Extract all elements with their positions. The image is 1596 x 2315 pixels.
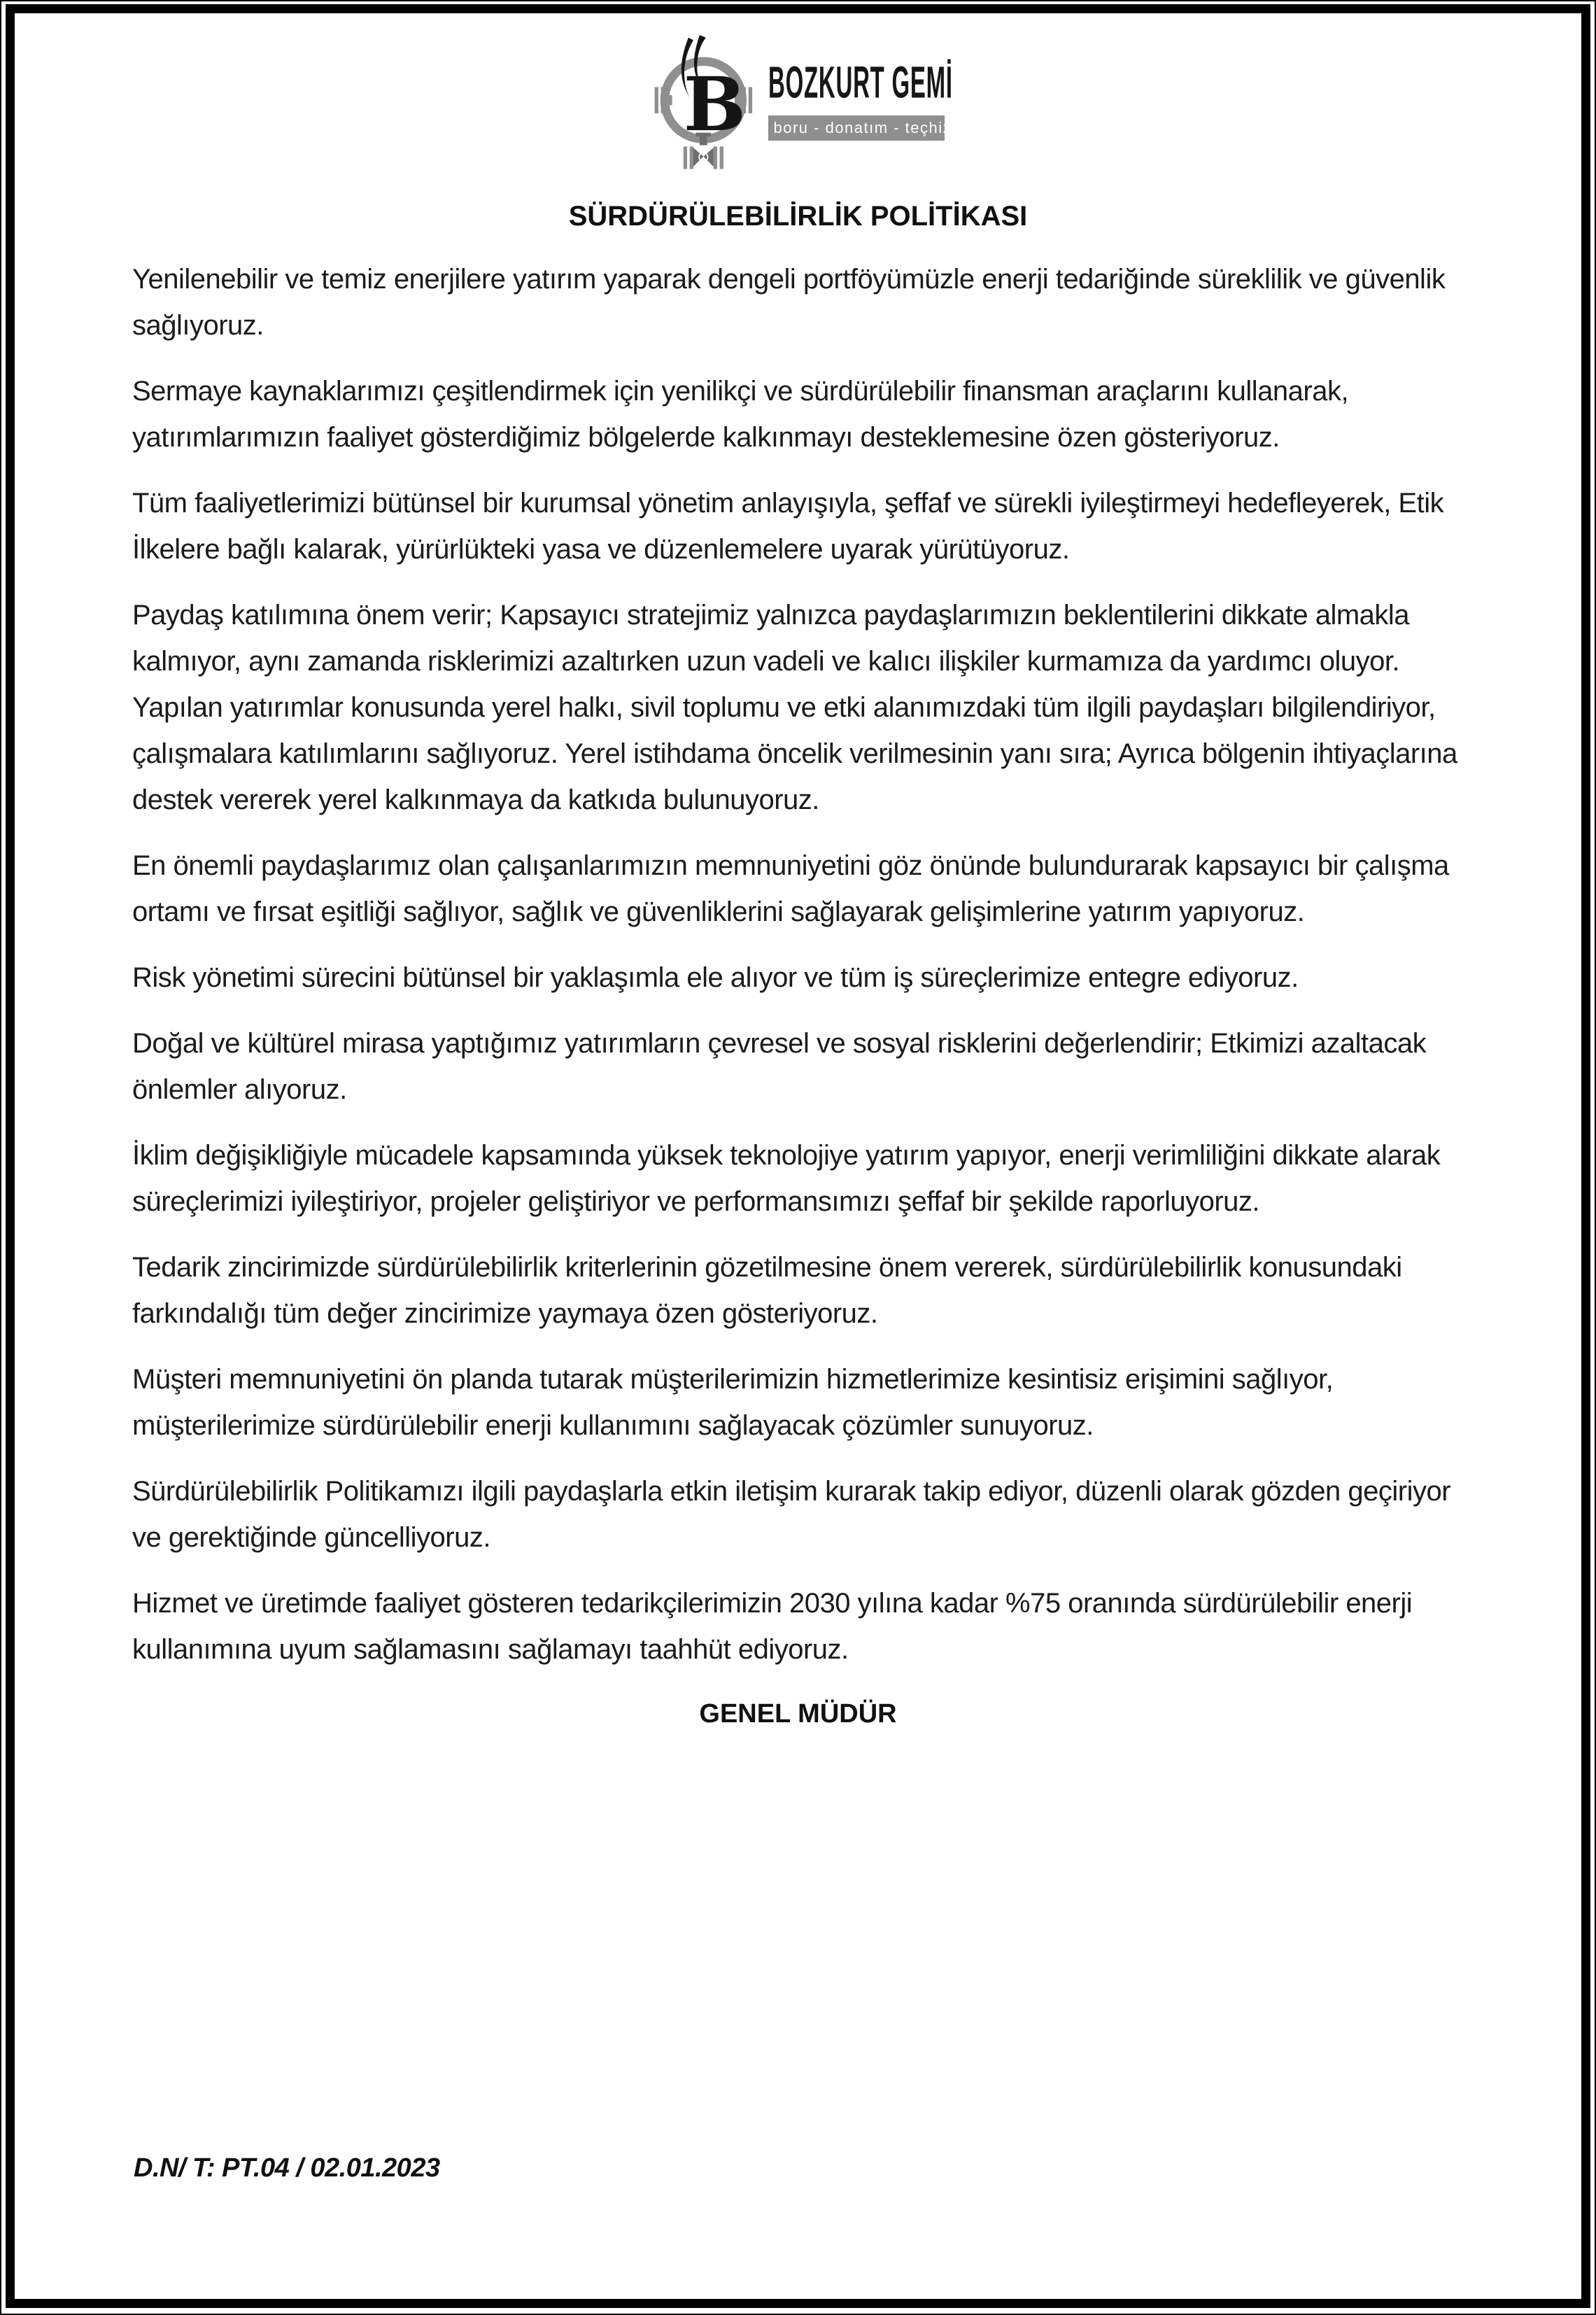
page-title: SÜRDÜRÜLEBİLİRLİK POLİTİKASI (568, 201, 1028, 232)
company-logo (15, 34, 1581, 180)
svg-text:B: B (683, 61, 746, 148)
policy-paragraph: Müşteri memnuniyetini ön planda tutarak müşterilerimizin hizmetlerimize kesintisiz erişimini sağlıyor, müşterilerimize sürdürülebilir enerji kullanımını sağlayacak çözümler sunuyoruz. (132, 1364, 1334, 1441)
policy-paragraph: En önemli paydaşlarımız olan çalışanlarımızın memnuniyetini göz önünde bulundurarak kapsayıcı bir çalışma ortamı ve fırsat eşitliği sağlıyor, sağlık ve güvenliklerini sağlayarak gelişimlerine yatırım yapıyoruz. (132, 850, 1449, 927)
policy-paragraph: Risk yönetimi sürecini bütünsel bir yaklaşımla ele alıyor ve tüm iş süreçlerimize entegre ediyoruz. (132, 962, 1299, 993)
policy-paragraph: Yenilenebilir ve temiz enerjilere yatırım yaparak dengeli portföyümüzle enerji tedariğinde süreklilik ve güvenlik sağlıyoruz. (132, 264, 1446, 341)
logo-text-block (768, 58, 953, 141)
policy-paragraph: Sürdürülebilirlik Politikamızı ilgili paydaşlarla etkin iletişim kurarak takip ediyor, düzenli olarak gözden geçiriyor ve gerektiğinde güncelliyoruz. (132, 1476, 1451, 1553)
company-name: BOZKURT GEMİ (768, 58, 953, 108)
signature-title: GENEL MÜDÜR (699, 1699, 897, 1729)
policy-paragraph: Hizmet ve üretimde faaliyet gösteren tedarikçilerimizin 2030 yılına kadar %75 oranında sürdürülebilir enerji kullanımına uyum sağlamasını sağlamayı taahhüt ediyoruz. (132, 1588, 1413, 1665)
policy-paragraph: Sermaye kaynaklarımızı çeşitlendirmek için yenilikçi ve sürdürülebilir finansman araçlarını kullanarak, yatırımlarımızın faaliyet gösterdiğimiz bölgelerde kalkınmayı desteklemesine özen gösteriyoruz. (132, 376, 1349, 453)
page-border-frame (6, 4, 1590, 2308)
document-number: D.N/ T: PT.04 / 02.01.2023 (134, 2153, 440, 2183)
company-tagline: boru - donatım - teçhiz (768, 115, 945, 141)
policy-paragraph: Tüm faaliyetlerimizi bütünsel bir kurumsal yönetim anlayışıyla, şeffaf ve sürekli iyileştirmeyi hedefleyerek, Etik İlkelere bağlı kalarak, yürürlükteki yasa ve düzenlemelere uyarak yürütüyoruz. (132, 488, 1444, 565)
policy-text (15, 256, 1581, 1673)
policy-paragraph: Paydaş katılımına önem verir; Kapsayıcı stratejimiz yalnızca paydaşlarımızın beklentilerini dikkate almakla kalmıyor, aynı zamanda risklerimizi azaltırken uzun vadeli ve kalıcı ilişkiler kurmamıza da yardımcı oluyor. Yapılan yatırımlar konusunda yerel halkı, sivil toplumu ve etki alanımızdaki tüm ilgili paydaşları bilgilendiriyor, çalışmalara katılımlarını sağlıyoruz. Yerel istihdama öncelik verilmesinin yanı sıra; Ayrıca bölgenin ihtiyaçlarına destek vererek yerel kalkınmaya da katkıda bulunuyoruz. (132, 600, 1457, 815)
policy-paragraph: Tedarik zincirimizde sürdürülebilirlik kriterlerinin gözetilmesine önem vererek, sürdürülebilirlik konusundaki farkındalığı tüm değer zincirimize yaymaya özen gösteriyoruz. (132, 1252, 1402, 1329)
policy-paragraph: İklim değişikliğiyle mücadele kapsamında yüksek teknolojiye yatırım yapıyor, enerji verimliliğini dikkate alarak süreçlerimizi iyileştiriyor, projeler geliştiriyor ve performansımızı şeffaf bir şekilde raporluyoruz. (132, 1140, 1441, 1217)
pipe-circle-flame-b-icon (652, 34, 758, 180)
policy-paragraph: Doğal ve kültürel mirasa yaptığımız yatırımların çevresel ve sosyal risklerini değerlendirir; Etkimizi azaltacak önlemler alıyoruz. (132, 1028, 1427, 1105)
